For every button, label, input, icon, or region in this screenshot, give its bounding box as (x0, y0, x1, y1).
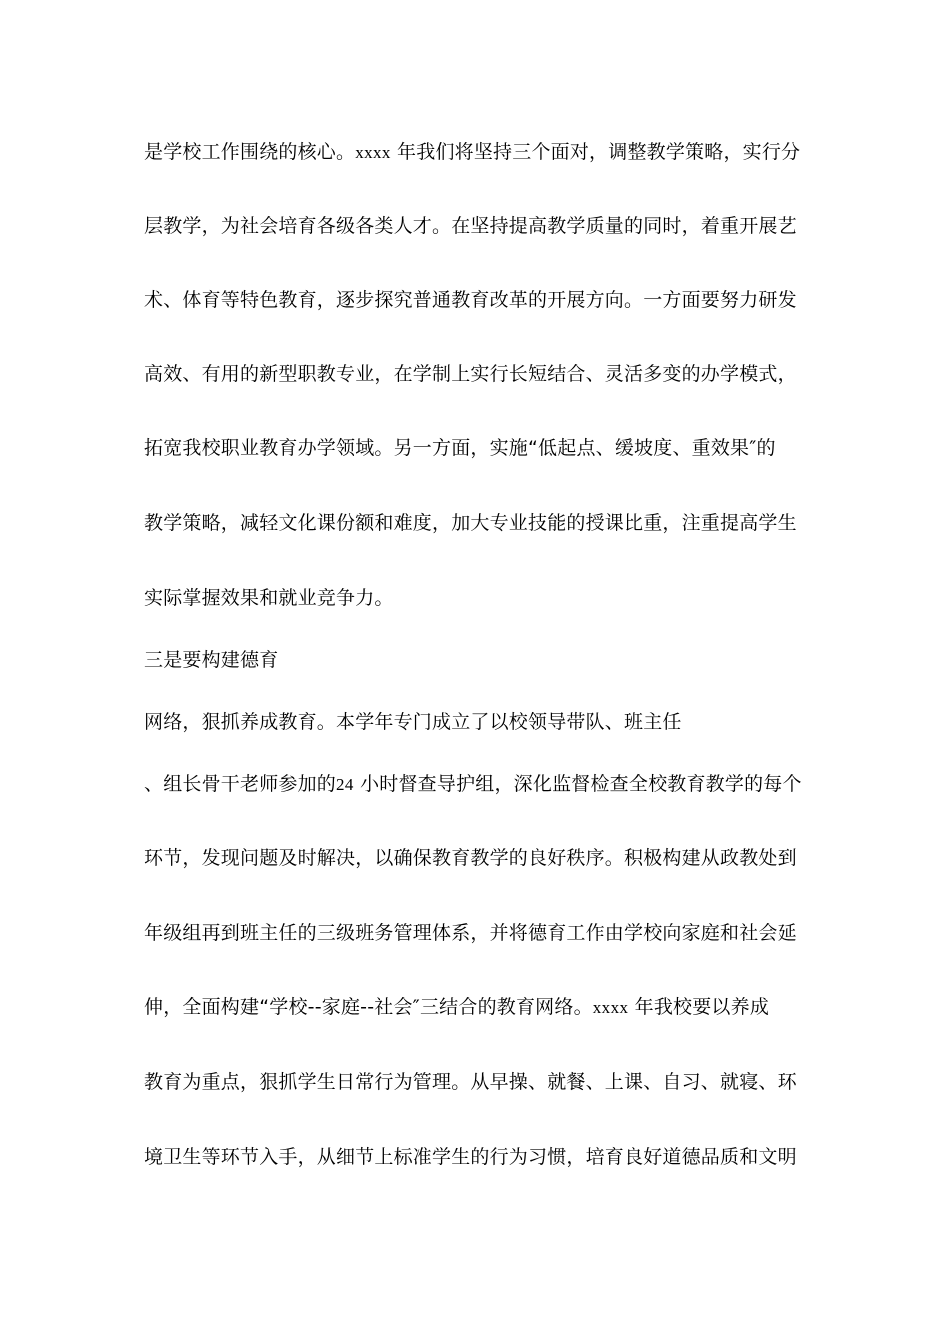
text-line: 教学策略，减轻文化课份额和难度，加大专业技能的授课比重，注重提高学生 (144, 512, 797, 534)
section-heading: 三是要构建德育 (144, 649, 279, 671)
text-line: 拓宽我校职业教育办学领域。另一方面，实施“低起点、缓坡度、重效果″的 (144, 437, 776, 459)
text-line: 实际掌握效果和就业竞争力。 (144, 587, 394, 609)
text-line: 、组长骨干老师参加的24 小时督查导护组，深化监督检查全校教育教学的每个 (144, 773, 802, 795)
text-line: 年级组再到班主任的三级班务管理体系，并将德育工作由学校向家庭和社会延 (144, 922, 797, 944)
text-line: 层教学，为社会培育各级各类人才。在坚持提高教学质量的同时，着重开展艺 (144, 215, 797, 237)
text-line: 境卫生等环节入手，从细节上标准学生的行为习惯，培育良好道德品质和文明 (144, 1146, 797, 1168)
text-line: 是学校工作围绕的核心。xxxx 年我们将坚持三个面对，调整教学策略，实行分 (144, 141, 801, 163)
text-line: 教育为重点，狠抓学生日常行为管理。从早操、就餐、上课、自习、就寝、环 (144, 1071, 797, 1093)
text-line: 环节，发现问题及时解决，以确保教育教学的良好秩序。积极构建从政教处到 (144, 847, 797, 869)
text-line: 网络，狠抓养成教育。本学年专门成立了以校领导带队、班主任 (144, 711, 682, 733)
text-line: 术、体育等特色教育，逐步探究普通教育改革的开展方向。一方面要努力研发 (144, 289, 797, 311)
text-line: 伸，全面构建“学校--家庭--社会″三结合的教育网络。xxxx 年我校要以养成 (144, 996, 770, 1018)
text-line: 高效、有用的新型职教专业，在学制上实行长短结合、灵活多变的办学模式， (144, 363, 797, 385)
